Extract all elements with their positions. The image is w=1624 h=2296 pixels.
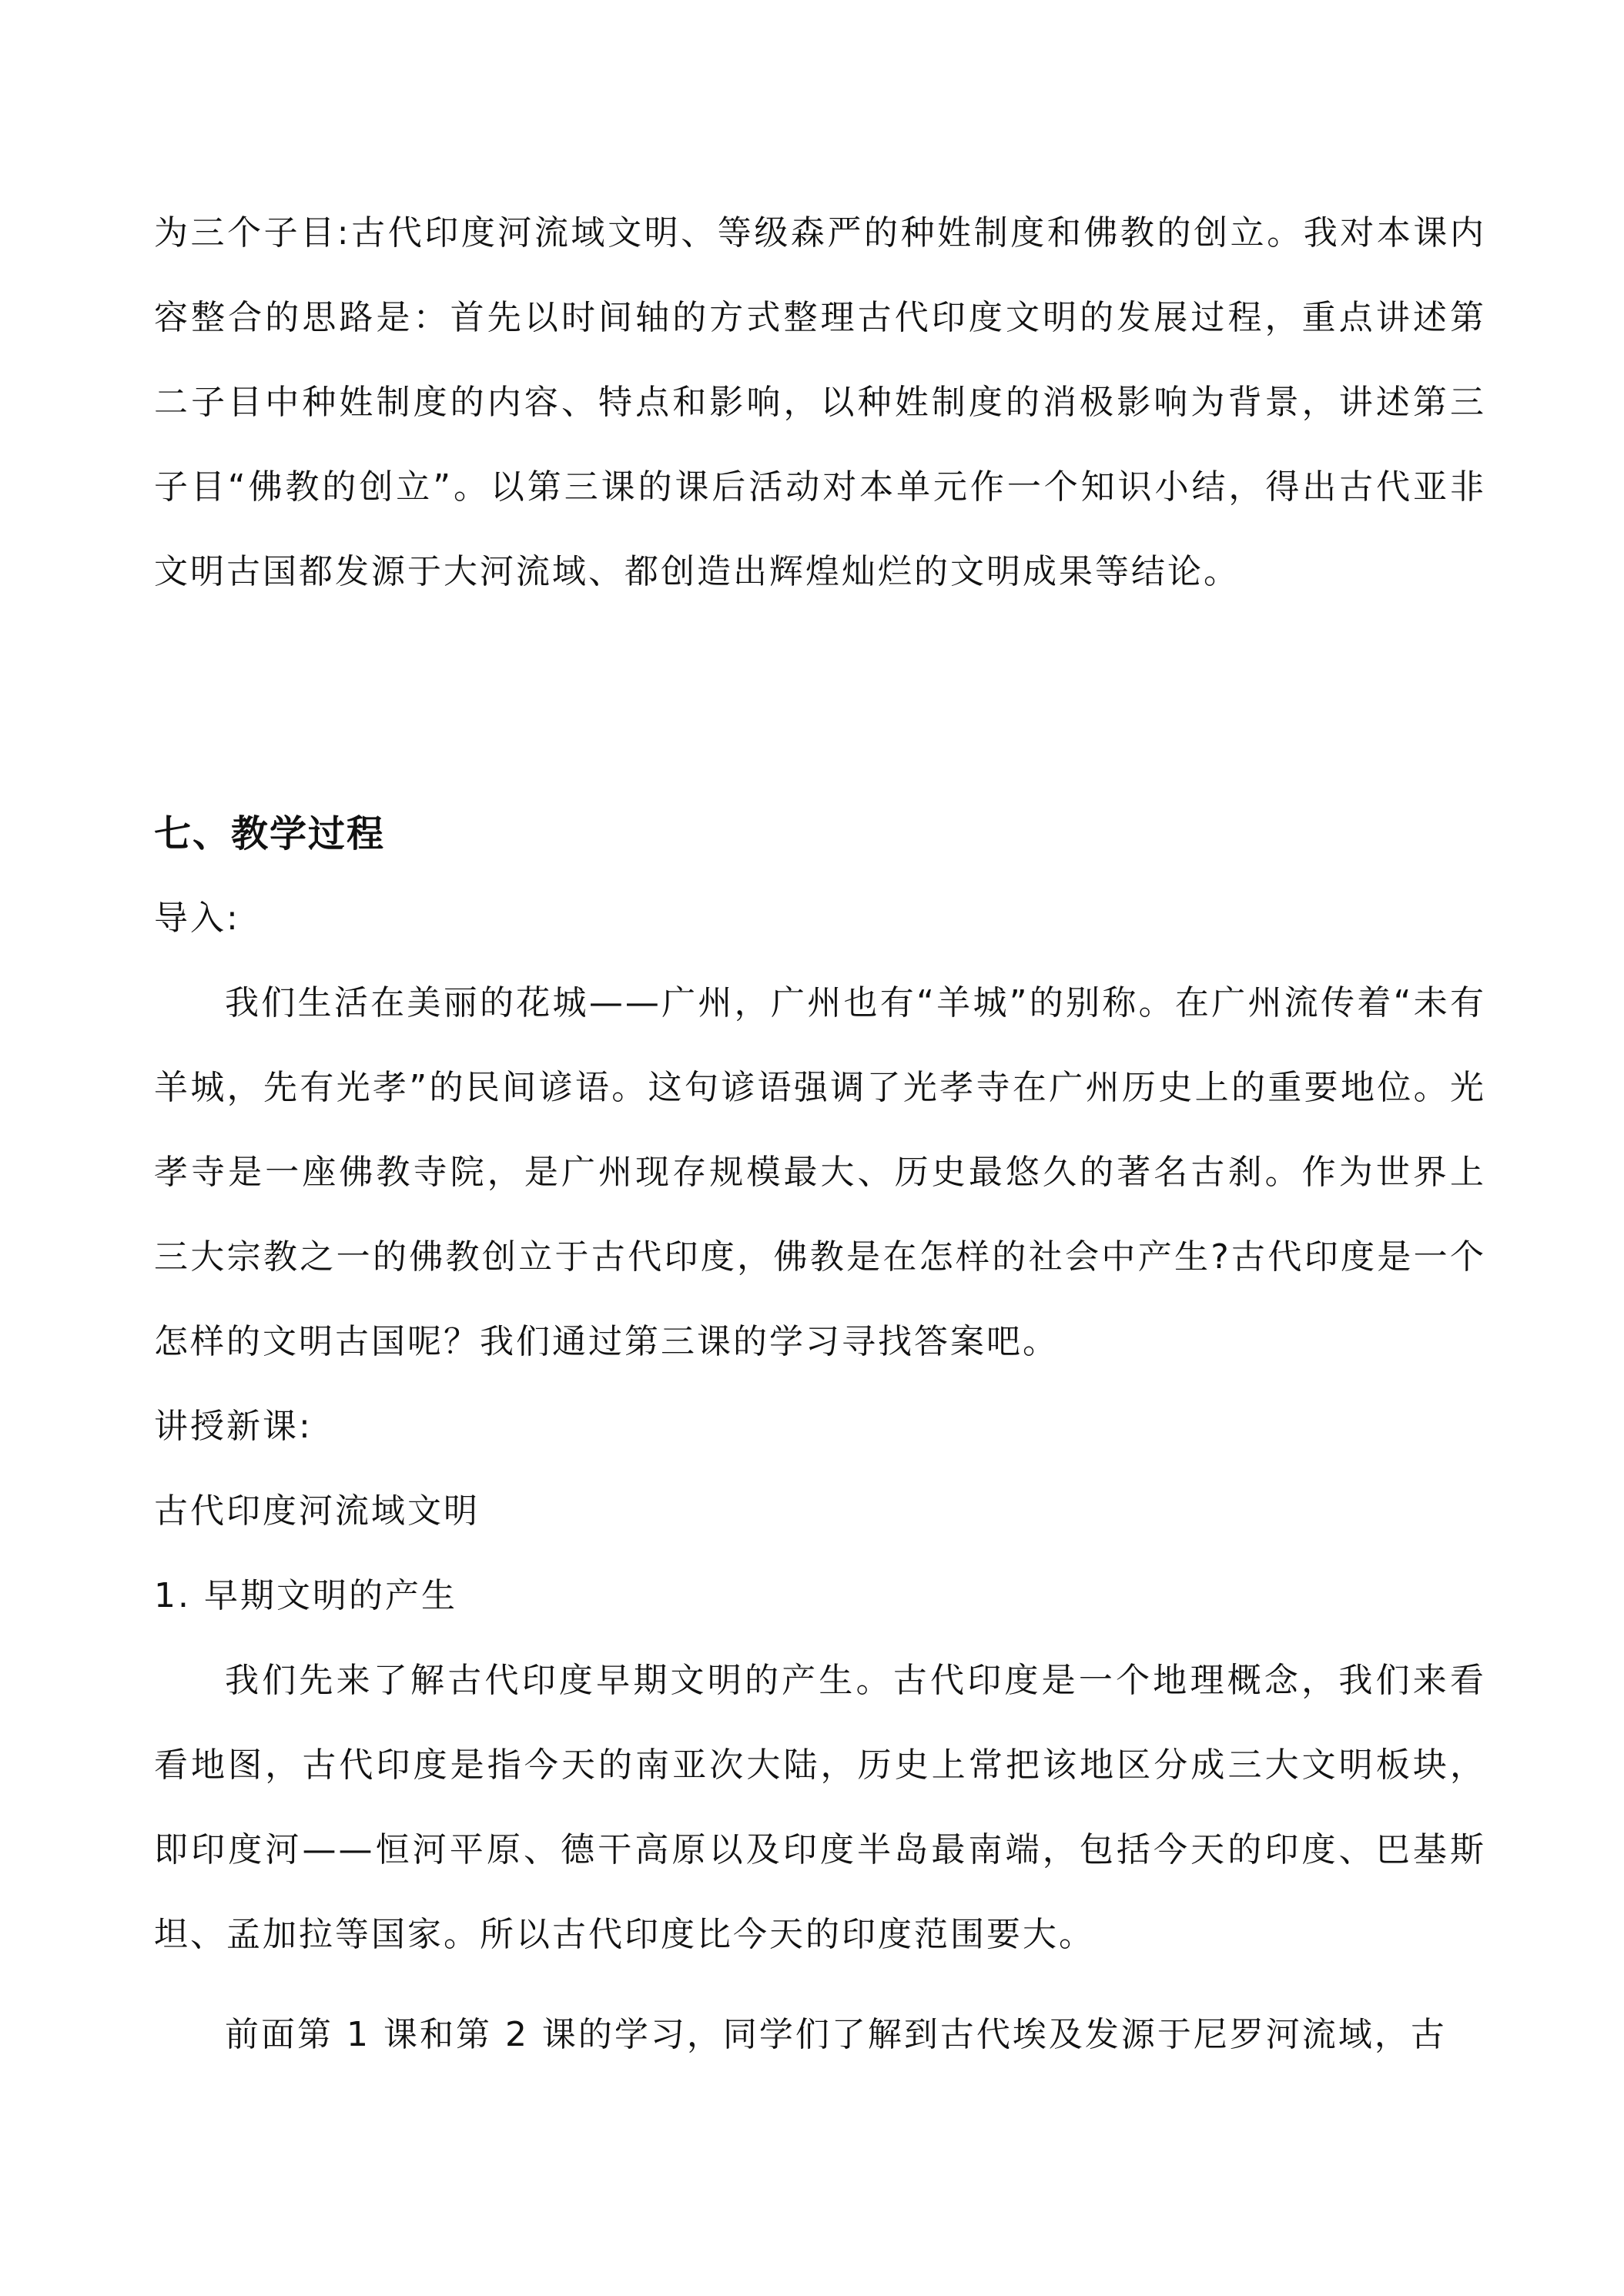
last-paragraph: 前面第 1 课和第 2 课的学习，同学们了解到古代埃及发源于尼罗河流域，古 — [225, 2015, 1447, 2054]
lead-in-paragraph: 我们生活在美丽的花城——广州，广州也有“羊城”的别称。在广州流传着“未有羊城，先有光孝”的民间谚语。这句谚语强调了光孝寺在广州历史上的重要地位。光孝寺是一座佛教寺院，是广州现存规模最大、历史最悠久的著名古刹。作为世界上三大宗教之一的佛教创立于古代印度，佛教是在怎样的社会中产生?古代印度是一个怎样的文明古国呢？我们通过第三课的学习寻找答案吧。 — [154, 983, 1486, 1361]
intro-paragraph: 为三个子目:古代印度河流域文明、等级森严的种姓制度和佛教的创立。我对本课内容整合的思路是：首先以时间轴的方式整理古代印度文明的发展过程，重点讲述第二子目中种姓制度的内容、特点和影响，以种姓制度的消极影响为背景，讲述第三子目“佛教的创立”。以第三课的课后活动对本单元作一个知识小结，得出古代亚非文明古国都发源于大河流域、都创造出辉煌灿烂的文明成果等结论。 — [154, 213, 1486, 591]
new-lesson-label: 讲授新课: — [154, 1407, 313, 1446]
section-heading: 七、教学过程 — [154, 812, 386, 855]
point-1-title: 1. 早期文明的产生 — [154, 1576, 457, 1615]
intro-block — [154, 191, 1486, 614]
teaching-process-section — [154, 792, 1486, 2077]
lead-in-label: 导入: — [154, 899, 240, 938]
subtopic-title: 古代印度河流域文明 — [154, 1491, 480, 1531]
point-1-paragraph: 我们先来了解古代印度早期文明的产生。古代印度是一个地理概念，我们来看看地图，古代印度是指今天的南亚次大陆，历史上常把该地区分成三大文明板块，即印度河——恒河平原、德干高原以及印度半岛最南端，包括今天的印度、巴基斯坦、孟加拉等国家。所以古代印度比今天的印度范围要大。 — [154, 1661, 1486, 1954]
